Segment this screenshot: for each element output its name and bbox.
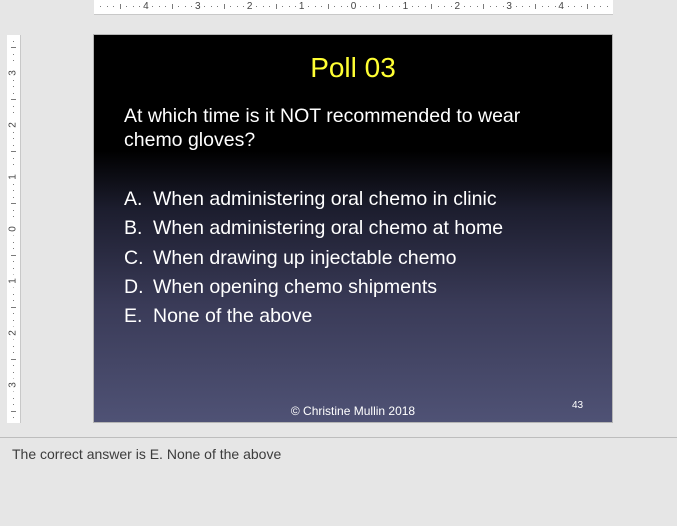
ruler-tick [13, 158, 14, 159]
ruler-tick [13, 190, 14, 191]
ruler-number: 1 [298, 1, 305, 12]
ruler-number: 3 [9, 67, 19, 80]
poll-question[interactable]: At which time is it NOT recommended to wear chemo gloves? [124, 105, 521, 151]
ruler-tick [555, 6, 556, 7]
ruler-tick [548, 6, 549, 7]
ruler-tick [11, 359, 16, 360]
ruler-tick [594, 6, 595, 7]
ruler-tick [13, 268, 14, 269]
ruler-tick [483, 4, 484, 9]
ruler-tick [308, 6, 309, 7]
ruler-tick [11, 99, 16, 100]
ruler-tick [412, 6, 413, 7]
ruler-tick [366, 6, 367, 7]
ruler-tick [11, 151, 16, 152]
ruler-tick [100, 6, 101, 7]
ruler-tick [13, 294, 14, 295]
option-letter: B. [124, 217, 143, 240]
ruler-tick [568, 6, 569, 7]
ruler-tick [444, 6, 445, 7]
ruler-tick [191, 6, 192, 7]
ruler-tick [13, 86, 14, 87]
ruler-tick [13, 398, 14, 399]
ruler-tick [13, 145, 14, 146]
ruler-tick [13, 216, 14, 217]
ruler-tick [360, 6, 361, 7]
ruler-number: 4 [558, 1, 564, 12]
ruler-tick [11, 255, 16, 256]
ruler-tick [282, 6, 283, 7]
ruler-tick [263, 6, 264, 7]
ruler-tick [13, 93, 14, 94]
ruler-tick [13, 164, 14, 165]
ruler-tick [522, 6, 523, 7]
ruler-tick [399, 6, 400, 7]
ruler-tick [172, 4, 173, 9]
ruler-tick [13, 261, 14, 262]
ruler-tick [13, 300, 14, 301]
ruler-tick [13, 313, 14, 314]
ruler-tick [269, 6, 270, 7]
slide-canvas[interactable] [93, 34, 613, 423]
ruler-tick [13, 60, 14, 61]
ruler-tick [464, 6, 465, 7]
ruler-tick [230, 6, 231, 7]
slide-number[interactable]: 43 [572, 400, 584, 411]
ruler-tick [237, 6, 238, 7]
ruler-tick [470, 6, 471, 7]
ruler-tick [431, 4, 432, 9]
ruler-tick [13, 80, 14, 81]
notes-divider[interactable] [0, 437, 677, 438]
ruler-tick [477, 6, 478, 7]
ruler-tick [13, 112, 14, 113]
ruler-tick [211, 6, 212, 7]
ruler-tick [295, 6, 296, 7]
ruler-number: 2 [454, 1, 461, 12]
ruler-number: 2 [9, 119, 19, 132]
ruler-tick [13, 352, 14, 353]
ruler-tick [392, 6, 393, 7]
ruler-tick [159, 6, 160, 7]
ruler-number: 0 [9, 223, 19, 236]
answer-options-list[interactable] [124, 185, 503, 331]
ruler-tick [13, 404, 14, 405]
option-text: When opening chemo shipments [153, 275, 437, 298]
option-text: None of the above [153, 305, 313, 328]
ruler-tick [243, 6, 244, 7]
ruler-tick [276, 4, 277, 9]
ruler-tick [581, 6, 582, 7]
ruler-tick [133, 6, 134, 7]
ruler-tick [13, 346, 14, 347]
ruler-number: 2 [246, 1, 253, 12]
ruler-number: 4 [143, 1, 149, 12]
ruler-tick [13, 132, 14, 133]
ruler-tick [315, 6, 316, 7]
ruler-tick [516, 6, 517, 7]
ruler-number: 3 [506, 1, 512, 12]
ruler-tick [334, 6, 335, 7]
ruler-number: 3 [195, 1, 201, 12]
ruler-tick [107, 6, 108, 7]
ruler-tick [425, 6, 426, 7]
ruler-tick [13, 417, 14, 418]
ruler-tick [607, 6, 608, 7]
ruler-tick [11, 411, 16, 412]
ruler-tick [503, 6, 504, 7]
ruler-tick [13, 320, 14, 321]
ruler-tick [535, 4, 536, 9]
ruler-tick [13, 184, 14, 185]
copyright-footer[interactable]: © Christine Mullin 2018 [290, 404, 416, 418]
ruler-number: 2 [9, 326, 19, 339]
ruler-tick [328, 4, 329, 9]
ruler-tick [496, 6, 497, 7]
ruler-tick [224, 4, 225, 9]
ruler-tick [204, 6, 205, 7]
ruler-tick [542, 6, 543, 7]
ruler-tick [185, 6, 186, 7]
ruler-tick [178, 6, 179, 7]
option-text: When administering oral chemo in clinic [153, 188, 497, 210]
ruler-number: 0 [350, 1, 357, 12]
ruler-tick [438, 6, 439, 7]
answer-option-d[interactable] [124, 273, 503, 302]
ruler-number: 3 [9, 378, 19, 391]
ruler-tick [13, 138, 14, 139]
ruler-tick [217, 6, 218, 7]
speaker-notes[interactable]: The correct answer is E. None of the above [12, 446, 282, 462]
ruler-tick [451, 6, 452, 7]
horizontal-ruler [94, 0, 613, 15]
ruler-tick [13, 210, 14, 211]
ruler-tick [13, 106, 14, 107]
ruler-tick [13, 372, 14, 373]
ruler-tick [386, 6, 387, 7]
ruler-tick [341, 6, 342, 7]
ruler-tick [13, 235, 14, 236]
ruler-tick [600, 6, 601, 7]
ruler-tick [379, 4, 380, 9]
answer-option-a[interactable] [124, 185, 503, 214]
ruler-tick [113, 6, 114, 7]
option-letter: D. [124, 275, 144, 298]
ruler-number: 1 [9, 171, 19, 184]
ruler-tick [13, 41, 14, 42]
ruler-tick [418, 6, 419, 7]
option-letter: E. [124, 305, 143, 328]
ruler-tick [152, 6, 153, 7]
ruler-tick [139, 6, 140, 7]
ruler-tick [13, 197, 14, 198]
ruler-tick [574, 6, 575, 7]
ruler-tick [289, 6, 290, 7]
answer-option-c[interactable] [124, 244, 503, 273]
ruler-tick [11, 307, 16, 308]
ruler-tick [13, 365, 14, 366]
ruler-tick [490, 6, 491, 7]
answer-option-e[interactable] [124, 302, 503, 331]
ruler-tick [347, 6, 348, 7]
ruler-tick [13, 287, 14, 288]
option-text: When drawing up injectable chemo [153, 246, 457, 269]
ruler-tick [165, 6, 166, 7]
ruler-tick [587, 4, 588, 9]
vertical-ruler [7, 35, 21, 423]
ruler-tick [13, 54, 14, 55]
ruler-tick [13, 248, 14, 249]
answer-option-b[interactable] [124, 214, 503, 243]
ruler-tick [13, 242, 14, 243]
ruler-tick [11, 203, 16, 204]
ruler-tick [256, 6, 257, 7]
option-letter: A. [124, 188, 143, 210]
ruler-number: 1 [402, 1, 409, 12]
option-text: When administering oral chemo at home [153, 217, 504, 240]
option-letter: C. [124, 246, 144, 269]
ruler-number: 1 [9, 274, 19, 287]
ruler-tick [126, 6, 127, 7]
ruler-tick [11, 47, 16, 48]
slide-title[interactable]: Poll 03 [310, 52, 396, 83]
ruler-tick [321, 6, 322, 7]
ruler-tick [373, 6, 374, 7]
ruler-tick [120, 4, 121, 9]
ruler-tick [529, 6, 530, 7]
